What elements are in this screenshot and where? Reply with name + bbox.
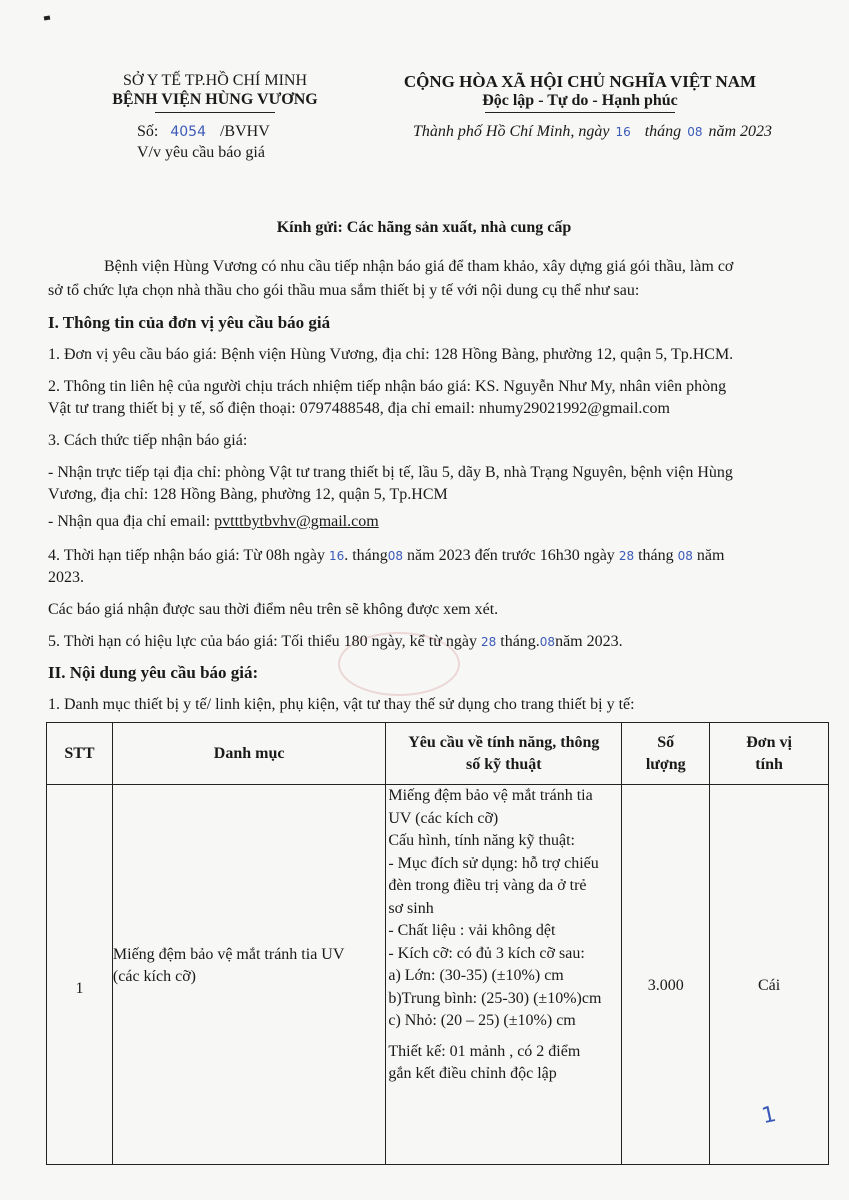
spec-line: sơ sinh <box>388 899 434 917</box>
item-4-month-1-handwritten: 08 <box>387 549 404 563</box>
header-qty-line-1: Số <box>657 733 675 751</box>
section-1-item-2-line-1: 2. Thông tin liên hệ của người chịu trách nhiệm tiếp nhận báo giá: KS. Nguyễn Như My, nhân viên phòng <box>48 378 727 395</box>
intro-line-2: sở tổ chức lựa chọn nhà thầu cho gói thầu mua sắm thiết bị y tế với nội dung cụ thể như sau: <box>48 282 640 299</box>
spec-line: - Kích cỡ: có đủ 3 kích cỡ sau: <box>388 944 585 962</box>
spec-line: Thiết kế: 01 mảnh , có 2 điểm <box>388 1042 581 1060</box>
spec-line: a) Lớn: (30-35) (±10%) cm <box>388 967 564 984</box>
date-year: năm 2023 <box>708 123 773 140</box>
header-unit-line-2: tính <box>755 755 783 773</box>
hospital-name: BỆNH VIỆN HÙNG VƯƠNG <box>112 91 318 108</box>
table-header-row <box>47 723 829 785</box>
item-4-day-1-handwritten: 16 <box>328 549 345 563</box>
section-1-item-3a-line-1: - Nhận trực tiếp tại địa chỉ: phòng Vật tư trang thiết bị tế, lầu 5, dãy B, nhà Trạng Nguyên, bệnh viện Hùng <box>48 464 733 481</box>
issue-date <box>413 123 772 141</box>
header-spec-line-1: Yêu cầu về tính năng, thông <box>408 733 600 751</box>
spec-line: Cấu hình, tính năng kỹ thuật: <box>388 832 575 849</box>
subject-line: V/v yêu cầu báo giá <box>137 144 265 161</box>
item-4-text-1: 4. Thời hạn tiếp nhận báo giá: Từ 08h ngày <box>48 547 325 564</box>
row-name-line-1: Miếng đệm bảo vệ mắt tránh tia UV <box>112 945 345 963</box>
number-suffix: /BVHV <box>219 123 270 140</box>
spec-line: c) Nhỏ: (20 – 25) (±10%) cm <box>388 1012 576 1029</box>
spec-line: - Mục đích sử dụng: hỗ trợ chiếu <box>388 854 599 872</box>
section-2-title: II. Nội dung yêu cầu báo giá: <box>48 663 259 682</box>
item-5-text-2: tháng. <box>500 633 540 650</box>
spec-line: b)Trung bình: (25-30) (±10%)cm <box>388 989 602 1007</box>
header-spec-line-2: số kỹ thuật <box>466 755 542 773</box>
section-1-item-3b <box>48 510 800 533</box>
department-name: SỞ Y TẾ TP.HỒ CHÍ MINH <box>122 72 307 89</box>
section-1-item-1: 1. Đơn vị yêu cầu báo giá: Bệnh viện Hùng Vương, địa chỉ: 128 Hồng Bàng, phường 12, quận 5, Tp.HCM. <box>48 346 734 363</box>
item-4-text-2: . tháng <box>344 547 388 564</box>
national-motto: Độc lập - Tự do - Hạnh phúc <box>482 92 678 109</box>
item-4-text-3: năm 2023 đến trước 16h30 ngày <box>407 547 615 564</box>
intro-line-1: Bệnh viện Hùng Vương có nhu cầu tiếp nhận báo giá để tham khảo, xây dựng giá gói thầu, làm cơ <box>104 258 734 275</box>
date-prefix: Thành phố Hồ Chí Minh, ngày <box>413 123 610 140</box>
header-right-underline <box>485 112 675 113</box>
section-1-item-3a-line-2: Vương, địa chỉ: 128 Hồng Bàng, phường 12, quận 5, Tp.HCM <box>48 486 448 503</box>
header-qty <box>622 723 710 785</box>
number-label: Số: <box>137 123 159 140</box>
country-name: CỘNG HÒA XÃ HỘI CHỦ NGHĨA VIỆT NAM <box>403 72 757 91</box>
section-1-item-4-line-1 <box>48 544 800 568</box>
date-month-handwritten: 08 <box>687 125 703 139</box>
page-mark: 1 <box>759 1101 779 1130</box>
row-spec <box>386 785 622 1165</box>
section-1-item-4-line-2: 2023. <box>48 569 84 586</box>
header-left-underline <box>155 112 275 113</box>
header-qty-line-2: lượng <box>645 755 686 773</box>
section-1-item-5 <box>48 630 800 654</box>
spec-line: - Chất liệu : vải không dệt <box>388 922 556 939</box>
spec-line: gắn kết điều chỉnh độc lập <box>388 1065 557 1082</box>
spec-line: đèn trong điều trị vàng da ở trẻ <box>388 877 587 894</box>
section-1-title: I. Thông tin của đơn vị yêu cầu báo giá <box>48 313 331 332</box>
section-1-item-2-line-2: Vật tư trang thiết bị y tế, số điện thoại: 0797488548, địa chỉ email: nhumy29021992@gmail.com <box>48 400 670 417</box>
row-name <box>112 785 385 1165</box>
row-name-line-2: (các kích cỡ) <box>112 967 196 985</box>
item-4-day-2-handwritten: 28 <box>618 549 635 563</box>
date-day-handwritten: 16 <box>615 125 631 139</box>
spec-line: Miếng đệm bảo vệ mắt tránh tia <box>388 787 593 804</box>
late-quote-note: Các báo giá nhận được sau thời điểm nêu trên sẽ không được xem xét. <box>48 601 499 618</box>
item-4-text-4: tháng <box>638 547 674 564</box>
number-handwritten: 4054 <box>170 124 206 140</box>
salutation: Kính gửi: Các hãng sản xuất, nhà cung cấp <box>276 219 572 236</box>
item-4-text-5: năm <box>696 547 725 564</box>
document-number <box>137 123 270 141</box>
date-month-label: tháng <box>644 123 682 140</box>
table-row <box>47 785 829 1165</box>
receive-email-link[interactable]: pvtttbytbvhv@gmail.com <box>214 513 379 530</box>
section-2-item-1: 1. Danh mục thiết bị y tế/ linh kiện, phụ kiện, vật tư thay thế sử dụng cho trang thiết bị y tế: <box>48 696 635 713</box>
row-qty: 3.000 <box>622 785 710 1165</box>
spec-line: UV (các kích cỡ) <box>388 809 499 827</box>
item-5-text-3: năm 2023. <box>555 633 623 650</box>
header-spec <box>386 723 622 785</box>
item-5-month-handwritten: 08 <box>539 635 556 649</box>
header-name: Danh mục <box>112 723 385 785</box>
scan-mark <box>44 16 51 21</box>
header-unit <box>710 723 829 785</box>
section-1-item-3: 3. Cách thức tiếp nhận báo giá: <box>48 432 248 449</box>
header-unit-line-1: Đơn vị <box>746 733 792 751</box>
equipment-table <box>46 722 829 1165</box>
email-label: - Nhận qua địa chỉ email: <box>48 513 211 530</box>
row-stt: 1 <box>47 785 113 1165</box>
header-stt: STT <box>47 723 113 785</box>
row-unit: Cái <box>710 785 829 1165</box>
item-5-text-1: 5. Thời hạn có hiệu lực của báo giá: Tối thiểu 180 ngày, kể từ ngày <box>48 633 477 650</box>
item-5-day-handwritten: 28 <box>480 635 497 649</box>
item-4-month-2-handwritten: 08 <box>677 549 693 563</box>
